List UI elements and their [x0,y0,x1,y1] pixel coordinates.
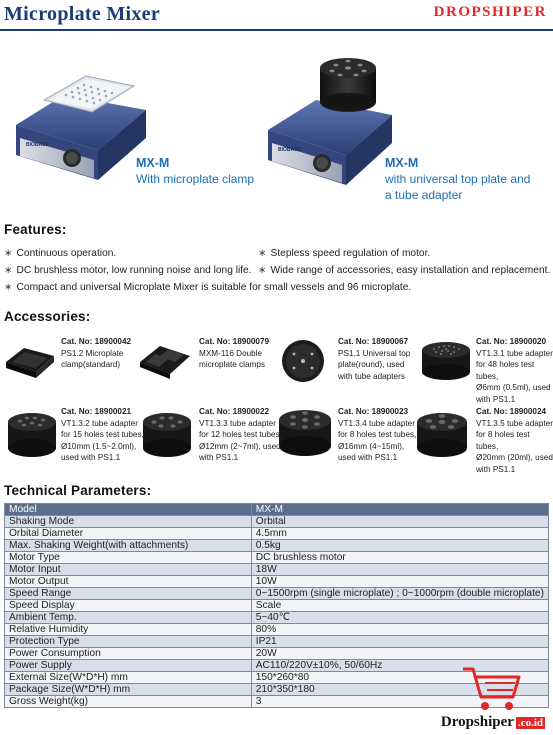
parameter-value-cell: 4.5mm [251,528,548,540]
parameter-value-cell: Orbital [251,516,548,528]
table-row [5,576,549,588]
device-brand-text: BIOBASE [26,142,49,148]
parameter-name-cell: Ambient Temp. [5,612,252,624]
parameter-value-cell: 150*260*80 [251,672,548,684]
parameter-name-cell: Motor Output [5,576,252,588]
parameter-name-cell: Power Consumption [5,648,252,660]
accessory-label: Cat. No: 18900023 VT1.3.4 tube adapter for 8 holes test tubes, Ø16mm (4~15ml), used with PS1.1 [338,407,417,462]
parameter-value-cell: 20W [251,648,548,660]
cart-logo-icon [461,663,523,715]
product-caption-2 [385,155,530,203]
device-brand-text: BIOBASE [278,147,301,153]
product-model: MX-M [136,156,170,170]
parameter-value-cell: 5~40℃ [251,612,548,624]
accessory-image-12-hole-adapter [139,408,195,462]
parameter-value-cell: 210*350*180 [251,684,548,696]
accessory-label: Cat. No: 18900020 VT1.3.1 tube adapter for 48 holes test tubes, Ø6mm (0.5ml), used with PS1.1 [476,337,553,404]
parameter-name-cell: Protection Type [5,636,252,648]
parameter-name-cell: Package Size(W*D*H) mm [5,684,252,696]
product-model: MX-M [385,156,419,170]
table-row [5,600,549,612]
accessory-image-microplate-clamp [4,336,56,384]
table-header-cell: Model [5,504,252,516]
feature-item: ∗ Stepless speed regulation of motor. [258,248,431,259]
parameter-name-cell: Orbital Diameter [5,528,252,540]
parameter-name-cell: Motor Type [5,552,252,564]
asterisk-icon: ∗ [4,282,13,293]
table-row [5,540,549,552]
parameter-value-cell: 80% [251,624,548,636]
parameter-value-cell: 0.5kg [251,540,548,552]
accessory-label: Cat. No: 18900079 MXM-116 Double microplate clamps [199,337,270,369]
table-header-row [5,504,549,516]
accessory-image-48-hole-adapter [418,338,474,382]
table-row [5,516,549,528]
parameter-name-cell: Power Supply [5,660,252,672]
table-row [5,588,549,600]
feature-item: ∗ Continuous operation. [4,248,117,259]
table-row [5,528,549,540]
parameter-value-cell: 10W [251,576,548,588]
table-header-cell: MX-M [251,504,548,516]
accessory-label: Cat. No: 18900021 VT1.3.2 tube adapter for 15 holes test tubes, Ø10mm (1.5~2.0ml), used with PS1.1 [61,407,144,462]
parameter-name-cell: Motor Input [5,564,252,576]
brand-logo: DROPSHIPER [433,4,547,20]
parameters-heading: Technical Parameters: [4,483,152,498]
header-divider [0,29,553,31]
accessory-label: Cat. No: 18900042 PS1.2 Microplate clamp(standard) [61,337,132,369]
watermark-text: Dropshiper .co.id [440,714,543,730]
asterisk-icon: ∗ [258,248,267,259]
accessory-label: Cat. No: 18900022 VT1.3.3 tube adapter for 12 holes test tubes, Ø12mm (2~7ml), used with PS1.1 [199,407,282,462]
parameter-name-cell: Shaking Mode [5,516,252,528]
parameter-value-cell: 0~1500rpm (single microplate) ; 0~1000rpm (double microplate) [251,588,548,600]
accessory-image-8-hole-adapter-20mm [413,408,471,462]
parameter-value-cell: 3 [251,696,548,708]
table-row [5,552,549,564]
accessory-label: Cat. No: 18900067 PS1.1 Universal top plate(round), used with tube adapters [338,337,411,381]
page-title: Microplate Mixer [4,3,161,25]
table-row [5,648,549,660]
parameter-value-cell: DC brushless motor [251,552,548,564]
parameter-name-cell: Relative Humidity [5,624,252,636]
accessory-image-15-hole-adapter [4,408,60,462]
product-desc-line: with universal top plate and [385,172,531,186]
features-heading: Features: [4,222,67,237]
table-row [5,624,549,636]
product-image-universal-plate [262,40,394,190]
parameter-value-cell: AC110/220V±10%, 50/60Hz [251,660,548,672]
asterisk-icon: ∗ [258,265,267,276]
feature-item: ∗ Compact and universal Microplate Mixer is suitable for small vessels and 96 microplate. [4,282,412,293]
feature-item: ∗ Wide range of accessories, easy installation and replacement. [258,265,551,276]
accessories-heading: Accessories: [4,309,91,324]
table-row [5,612,549,624]
parameter-value-cell: 18W [251,564,548,576]
accessory-image-double-clamp [138,334,192,384]
product-desc-line: With microplate clamp [136,172,255,186]
parameter-value-cell: IP21 [251,636,548,648]
product-caption-1 [136,155,254,187]
product-desc-line: a tube adapter [385,188,463,202]
parameter-name-cell: Speed Display [5,600,252,612]
table-row [5,564,549,576]
asterisk-icon: ∗ [4,265,13,276]
parameter-name-cell: Max. Shaking Weight(with attachments) [5,540,252,552]
product-image-microplate-clamp [6,40,148,185]
parameter-name-cell: External Size(W*D*H) mm [5,672,252,684]
parameter-value-cell: Scale [251,600,548,612]
accessory-image-8-hole-adapter-16mm [275,404,335,462]
feature-item: ∗ DC brushless motor, low running noise and long life. [4,265,252,276]
parameter-name-cell: Gross Weight(kg) [5,696,252,708]
table-row [5,636,549,648]
parameter-name-cell: Speed Range [5,588,252,600]
accessory-image-round-top-plate [280,338,326,384]
accessory-label: Cat. No: 18900024 VT1.3.5 tube adapter for 8 holes test tubes, Ø20mm (20ml), used with PS1.1 [476,407,553,474]
asterisk-icon: ∗ [4,248,13,259]
